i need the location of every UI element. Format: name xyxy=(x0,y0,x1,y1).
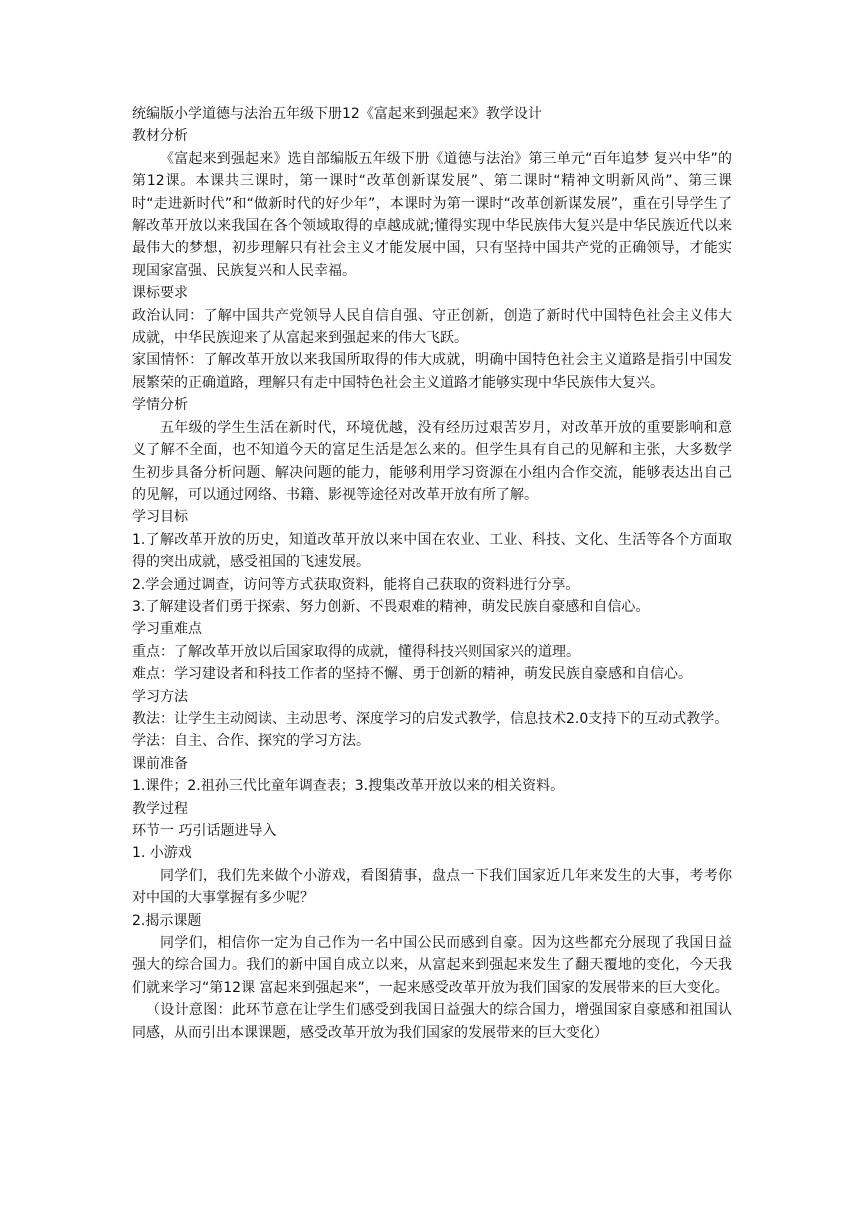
heading-key-points: 学习重难点 xyxy=(132,621,202,638)
heading-preparation: 课前准备 xyxy=(132,755,188,772)
learning-method-paragraph: 学法：自主、合作、探究的学习方法。 xyxy=(132,733,370,750)
step-1-title: 1. 小游戏 xyxy=(132,845,192,862)
heading-student-analysis: 学情分析 xyxy=(132,397,188,414)
student-analysis-paragraph: 五年级的学生生活在新时代，环境优越，没有经历过艰苦岁月，对改革开放的重要影响和意义了解不全面，也不知道今天的富足生活是怎么来的。但学生具有自己的见解和主张，大多数学生初步具备分析问题、解决问题的能力，能够利用学习资源在小组内合作交流，能够表达出自己的见解，可以通过网络、书籍、影视等途径对改革开放有所了解。 xyxy=(132,419,732,503)
step-1-paragraph: 同学们，我们先来做个小游戏，看图猜事，盘点一下我们国家近几年来发生的大事，考考你对中国的大事掌握有多少呢？ xyxy=(132,867,732,907)
learning-goal-item: 2.学会通过调查，访问等方式获取资料，能将自己获取的资料进行分享。 xyxy=(132,576,580,593)
heading-curriculum-requirements: 课标要求 xyxy=(132,285,188,302)
textbook-analysis-paragraph: 《富起来到强起来》选自部编版五年级下册《道德与法治》第三单元“百年追梦 复兴中华”的第12课。本课共三课时，第一课时“改革创新谋发展”、第二课时“精神文明新风尚”、第三课时“走进新时代”和“做新时代的好少年”，本课时为第一课时“改革创新谋发展”，重在引导学生了解改革开放以来我国在各个领域取得的卓越成就;懂得实现中华民族伟大复兴是中华民族近代以来最伟大的梦想，初步理解只有社会主义才能发展中国，只有坚持中国共产党的正确领导，才能实现国家富强、民族复兴和人民幸福。 xyxy=(132,150,732,279)
process-stage-1: 环节一 巧引话题进导入 xyxy=(132,823,277,839)
political-identity-paragraph: 政治认同：了解中国共产党领导人民自信自强、守正创新，创造了新时代中国特色社会主义伟大成就，中华民族迎来了从富起来到强起来的伟大飞跃。 xyxy=(132,307,732,347)
heading-process: 教学过程 xyxy=(132,800,188,817)
step-2-paragraph: 同学们，相信你一定为自己作为一名中国公民而感到自豪。因为这些都充分展现了我国日益强大的综合国力。我们的新中国自成立以来，从富起来到强起来发生了翻天覆地的变化，今天我们就来学习“第12课 富起来到强起来”，一起来感受改革开放为我们国家的发展带来的巨大变化。 xyxy=(132,935,732,996)
heading-textbook-analysis: 教材分析 xyxy=(132,128,188,145)
document-page xyxy=(132,103,732,1044)
learning-goal-item: 3.了解建设者们勇于探索、努力创新、不畏艰难的精神，萌发民族自豪感和自信心。 xyxy=(132,598,650,615)
heading-learning-goals: 学习目标 xyxy=(132,509,188,526)
design-intent-paragraph: （设计意图：此环节意在让学生们感受到我国日益强大的综合国力，增强国家自豪感和祖国认同感，从而引出本课课题，感受改革开放为我们国家的发展带来的巨大变化） xyxy=(132,1002,732,1041)
key-point-paragraph: 重点：了解改革开放以后国家取得的成就，懂得科技兴则国家兴的道理。 xyxy=(132,643,580,660)
step-2-title: 2.揭示课题 xyxy=(132,912,202,929)
heading-methods: 学习方法 xyxy=(132,688,188,705)
preparation-paragraph: 1.课件；2.祖孙三代比童年调查表；3.搜集改革开放以来的相关资料。 xyxy=(132,778,565,795)
difficult-point-paragraph: 难点：学习建设者和科技工作者的坚持不懈、勇于创新的精神，萌发民族自豪感和自信心。 xyxy=(132,666,692,683)
patriotism-paragraph: 家国情怀：了解改革开放以来我国所取得的伟大成就，明确中国特色社会主义道路是指引中国发展繁荣的正确道路，理解只有走中国特色社会主义道路才能够实现中华民族伟大复兴。 xyxy=(132,352,732,391)
learning-goal-item: 1.了解改革开放的历史，知道改革开放以来中国在农业、工业、科技、文化、生活等各个方面取得的突出成就，感受祖国的飞速发展。 xyxy=(132,531,732,571)
teaching-method-paragraph: 教法：让学生主动阅读、主动思考、深度学习的启发式教学，信息技术2.0支持下的互动式教学。 xyxy=(132,710,729,727)
document-title: 统编版小学道德与法治五年级下册12《富起来到强起来》教学设计 xyxy=(132,106,542,122)
